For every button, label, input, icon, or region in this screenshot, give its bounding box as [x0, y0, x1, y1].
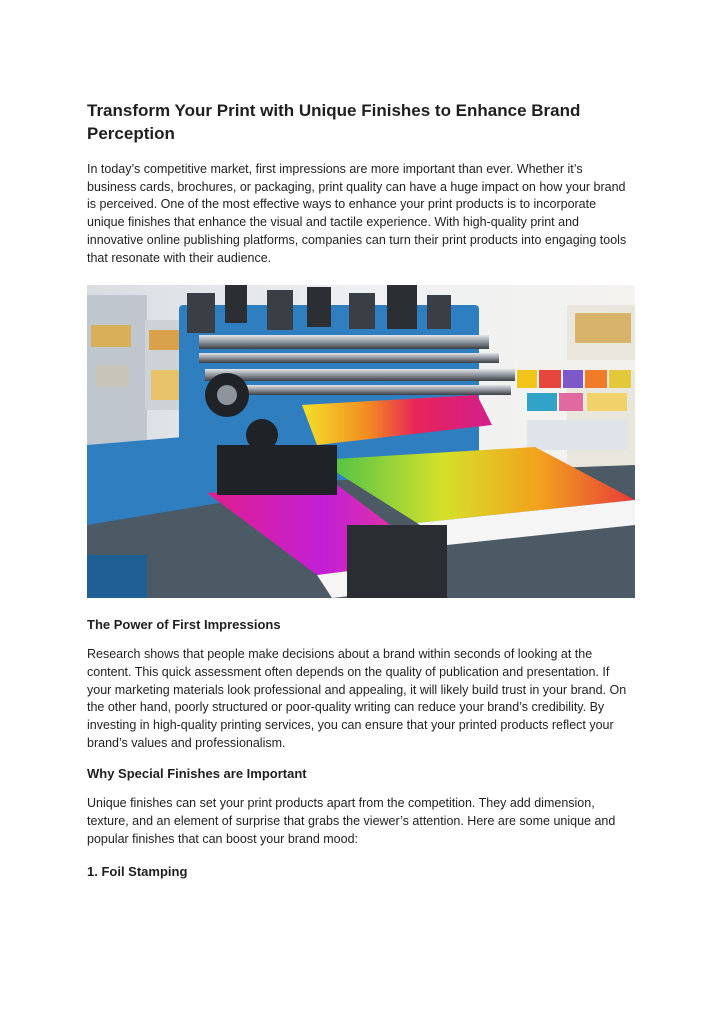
- document-page: [87, 99, 635, 881]
- section-heading-special-finishes: Why Special Finishes are Important: [87, 766, 307, 782]
- section-heading-foil-stamping: 1. Foil Stamping: [87, 863, 188, 879]
- intro-paragraph: In today’s competitive market, first impressions are more important than ever. Whether it’s business cards, brochures, or packaging, print quality can have a huge impact on how your brand is perceived. One of the most effective ways to enhance your print products is to incorporate unique finishes that enhance the visual and tactile experience. With high-quality print and innovative online publishing platforms, companies can turn their print products into engaging tools that resonate with their audience.: [87, 162, 627, 265]
- printing-press-photo: [87, 285, 635, 598]
- article-title: Transform Your Print with Unique Finishes to Enhance Brand Perception: [87, 101, 581, 143]
- section-body-special-finishes: Unique finishes can set your print products apart from the competition. They add dimension, texture, and an element of surprise that grabs the viewer’s attention. Here are some unique and popular finishes that can boost your brand mood:: [87, 796, 616, 846]
- section-heading-first-impressions: The Power of First Impressions: [87, 617, 281, 633]
- section-body-first-impressions: Research shows that people make decisions about a brand within seconds of looking at the content. This quick assessment often depends on the quality of publication and presentation. If your marketing materials look professional and appealing, it will likely build trust in your brand. On the other hand, poorly structured or poor-quality writing can reduce your brand’s credibility. By investing in high-quality printing services, you can ensure that your printed products reflect your brand’s values and professionalism.: [87, 647, 627, 750]
